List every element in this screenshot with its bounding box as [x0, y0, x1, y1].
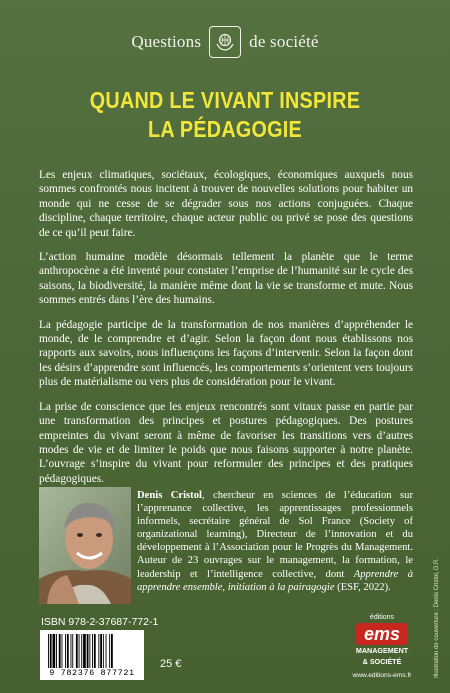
barcode [40, 630, 144, 680]
barcode-bar [71, 634, 72, 668]
barcode-bar [111, 634, 113, 668]
barcode-bar [56, 634, 57, 668]
paragraph: L’action humaine modèle désormais tellement la planète que le terme anthropocène a été inventé pour constater l’emprise de l’humanité sur le cycle des saisons, la biodiversité, la manière même dont la vie se transforme et mute. Nous sommes entrés dans l’ère des humains. [39, 251, 413, 307]
barcode-bar [83, 634, 86, 668]
barcode-bar [62, 634, 63, 668]
barcode-digits: 9 782376 877721 [49, 668, 135, 678]
publisher-url: www.editions-ems.fr [352, 672, 412, 679]
barcode-bar [72, 634, 73, 668]
series-name-left: Questions [131, 32, 202, 51]
price: 25 € [160, 658, 182, 670]
barcode-bar [103, 634, 104, 668]
series-name-right: de société [249, 32, 319, 51]
barcode-bar [59, 634, 61, 668]
author-bio [137, 489, 413, 594]
back-cover-text [39, 168, 413, 496]
globe-hands-icon [209, 26, 241, 58]
barcode-bar [53, 634, 56, 668]
author-name: Denis Cristol [137, 490, 202, 501]
author-section [39, 487, 413, 607]
isbn-label: ISBN 978-2-37687-772-1 [41, 616, 159, 628]
barcode-bar [92, 634, 93, 668]
barcode-bar [76, 634, 78, 668]
author-book-title: Apprendre à apprendre ensemble, initiation à la pairagogie [137, 568, 414, 593]
barcode-bar [94, 634, 96, 668]
barcode-bars [40, 630, 144, 670]
barcode-bar [67, 634, 69, 668]
barcode-bar [109, 634, 110, 668]
barcode-bar [50, 634, 52, 668]
cover-credit: Illustration de couverture : Denis Cristol, D.R. [434, 557, 440, 678]
author-book-tail: (ESF, 2022). [334, 581, 391, 593]
barcode-bar [79, 634, 80, 668]
publisher-logo [347, 614, 417, 679]
publisher-line1: MANAGEMENT [355, 646, 409, 655]
barcode-bar [89, 634, 90, 668]
book-title [32, 86, 419, 144]
barcode-bar [106, 634, 107, 668]
series-header [0, 26, 450, 58]
book-title-line2: LA PÉDAGOGIE [147, 116, 303, 142]
publisher-line2: & SOCIÉTÉ [362, 656, 402, 666]
barcode-bar [65, 634, 66, 668]
barcode-bar [100, 634, 102, 668]
barcode-bar [48, 634, 49, 668]
barcode-bar [87, 634, 89, 668]
publisher-editions: éditions [369, 614, 395, 621]
paragraph: La pédagogie participe de la transformation de nos manières d’appréhender le monde, de le comprendre et d’agir. Selon la façon dont nous établissons nos rapports aux savoirs, nous influençons les façons d’intervenir. Selon la façon dont les désirs d’apprendre sont influencés, les comportements s’orientent vers toujours plus de matérialisme ou vers plus de considération pour le vivant. [39, 318, 413, 389]
author-bio-text: , chercheur en sciences de l’éducation sur l’apprenance collective, les apprentissages professionnels informels, secrétaire général de Sol France (Society of organizational learning), Directeur de l’innovation et du développement à l’Association pour le Progrès du Management. Auteur de 23 ouvrages sur le management, la formation, le leadership et l’intelligence collective, dont [137, 490, 413, 580]
paragraph: Les enjeux climatiques, sociétaux, écologiques, économiques auxquels nous sommes confrontés nous incitent à trouver de nouvelles solutions pour habiter un monde qui ne cesse de se dégrader sous nos actions conjuguées. Chaque discipline, chaque territoire, chaque acteur public ou privé se pose des questions de ce qu’il peut faire. [39, 169, 413, 239]
book-title-line1: QUAND LE VIVANT INSPIRE [89, 87, 361, 113]
barcode-bar [98, 634, 99, 668]
publisher-brand: ems [356, 623, 408, 645]
barcode-bar [81, 634, 82, 668]
paragraph: La prise de conscience que les enjeux rencontrés sont vitaux passe en partie par une transformation des principes et postures pédagogiques. Des postures empreintes du vivant seront à même de favoriser les transitions vers d’autres modes de vie et de limiter le poids que nous faisons supporter à notre planète. L’ouvrage s’inspire du vivant pour reformuler des principes et des pratiques pédagogiques. [39, 400, 413, 485]
author-photo [39, 487, 131, 604]
